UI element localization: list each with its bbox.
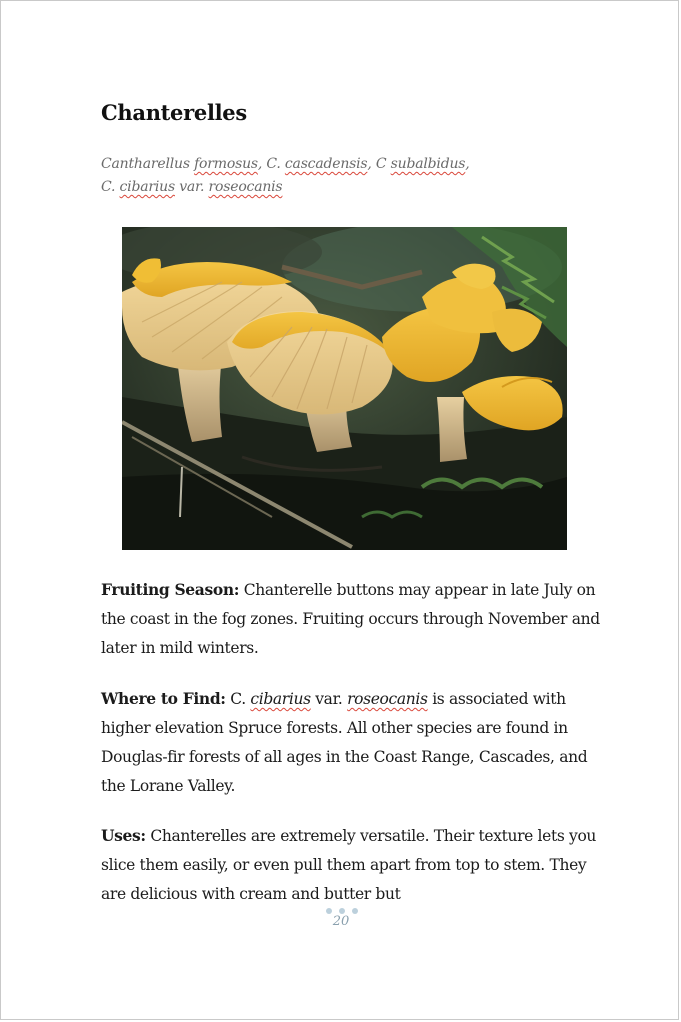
sci-word-misspelled: cibarius [119,179,175,195]
sci-word: Cantharellus [101,156,190,172]
chanterelle-mushrooms-photo-illustration [122,227,567,550]
scientific-names [101,153,581,199]
sci-word: C. [101,179,116,195]
uses-text: Chanterelles are extremely versatile. Their texture lets you slice them easily, or even pull them apart from top to stem. They are delicious with cream and butter but [101,827,597,903]
where-to-find-paragraph [101,684,601,801]
sci-word-misspelled: subalbidus [390,156,466,172]
sci-word-misspelled: roseocanis [208,179,283,195]
sci-word: , C. [257,156,281,172]
where-text-c: is associated with higher elevation Spruce forests. All other species are found in Douglas-fir forests of all ages in the Coast Range, Cascades, and the Lorane Valley. [101,690,588,795]
fruiting-season-label: Fruiting Season: [101,580,240,599]
sci-word: , [465,156,470,172]
where-text-b: var. [310,690,348,708]
sci-word-misspelled: formosus [194,156,258,172]
sci-word-misspelled: cascadensis [284,156,368,172]
fruiting-season-text: Chanterelle buttons may appear in late July on the coast in the fog zones. Fruiting occurs through November and later in mild winters. [101,581,600,657]
chanterelle-photo [122,227,567,550]
fruiting-season-paragraph [101,575,601,663]
uses-paragraph [101,821,601,909]
species-name: cibarius [250,690,311,708]
sci-word: , C [367,156,387,172]
uses-label: Uses: [101,826,146,845]
variety-name: roseocanis [347,690,428,708]
where-to-find-label: Where to Find: [101,689,226,708]
page-number: 20 [332,914,350,929]
sci-word: var. [179,179,205,195]
page-title: Chanterelles [101,100,247,125]
where-text-a: C. [225,690,251,708]
